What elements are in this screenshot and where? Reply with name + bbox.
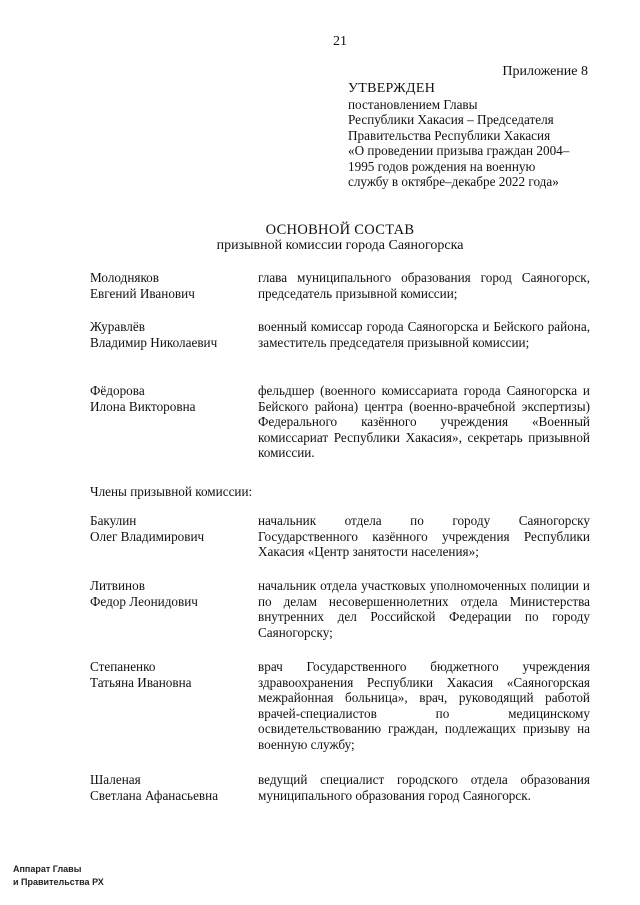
person-given-name: Евгений Иванович <box>90 285 195 301</box>
page-number: 21 <box>333 34 347 49</box>
approval-block <box>348 81 598 190</box>
person-role: глава муниципального образования город Саяногорск, председатель призывной комиссии; <box>258 270 590 301</box>
appendix-label: Приложение 8 <box>502 64 588 79</box>
person-surname: Степаненко <box>90 659 156 674</box>
approval-line: 1995 годов рождения на военную <box>348 158 536 174</box>
office-stamp <box>13 863 104 889</box>
approval-line: постановлением Главы <box>348 96 478 112</box>
person-name <box>90 270 250 301</box>
person-name <box>90 659 250 690</box>
person-role: начальник отдела участковых уполномоченных полиции и по делам несовершеннолетних отдела Министерства внутренних дел Российской Федерации по городу Саяногорску; <box>258 578 590 640</box>
person-name <box>90 513 250 544</box>
person-given-name: Илона Викторовна <box>90 398 196 414</box>
approval-heading: УТВЕРЖДЕН <box>348 81 436 96</box>
person-given-name: Светлана Афанасьевна <box>90 787 219 803</box>
approval-line: службу в октябре–декабре 2022 года» <box>348 174 559 189</box>
person-surname: Молодняков <box>90 270 160 285</box>
person-given-name: Татьяна Ивановна <box>90 674 192 690</box>
approval-line: Республики Хакасия – Председателя <box>348 112 554 127</box>
person-given-name: Федор Леонидович <box>90 593 198 609</box>
document-title: ОСНОВНОЙ СОСТАВ <box>265 222 415 238</box>
stamp-line: Аппарат Главы <box>13 864 82 874</box>
person-role: фельдшер (военного комиссариата города Саяногорска и Бейского района) центра (военно-врачебной экспертизы) Федерального казённого учреждения «Военный комиссариат Республики Хакасия», секретарь призывной комиссии. <box>258 383 590 460</box>
approval-line: «О проведении призыва граждан 2004– <box>348 143 570 158</box>
person-surname: Литвинов <box>90 578 145 593</box>
document-subtitle: призывной комиссии города Саяногорска <box>216 238 464 253</box>
person-surname: Фёдорова <box>90 383 145 398</box>
person-name <box>90 319 250 350</box>
person-role: военный комиссар города Саяногорска и Бейского района, заместитель председателя призывной комиссии; <box>258 319 590 350</box>
person-role: начальник отдела по городу Саяногорску Государственного казённого учреждения Республики Хакасия «Центр занятости населения»; <box>258 513 590 559</box>
person-name <box>90 578 250 609</box>
approval-line: Правительства Республики Хакасия <box>348 127 551 143</box>
person-name <box>90 772 250 803</box>
person-surname: Бакулин <box>90 513 137 528</box>
person-name <box>90 383 250 414</box>
person-role: ведущий специалист городского отдела образования муниципального образования город Саяногорск. <box>258 772 590 803</box>
person-given-name: Владимир Николаевич <box>90 334 218 350</box>
person-surname: Шаленая <box>90 772 141 787</box>
members-heading: Члены призывной комиссии: <box>90 484 253 499</box>
person-role: врач Государственного бюджетного учреждения здравоохранения Республики Хакасия «Саяногорская межрайонная больница», врач, руководящий работой врачей-специалистов по медицинскому освидетельствованию граждан, подлежащих призыву на военную службу; <box>258 659 590 752</box>
person-surname: Журавлёв <box>90 319 145 334</box>
stamp-line: и Правительства РХ <box>13 877 104 887</box>
person-given-name: Олег Владимирович <box>90 528 205 544</box>
